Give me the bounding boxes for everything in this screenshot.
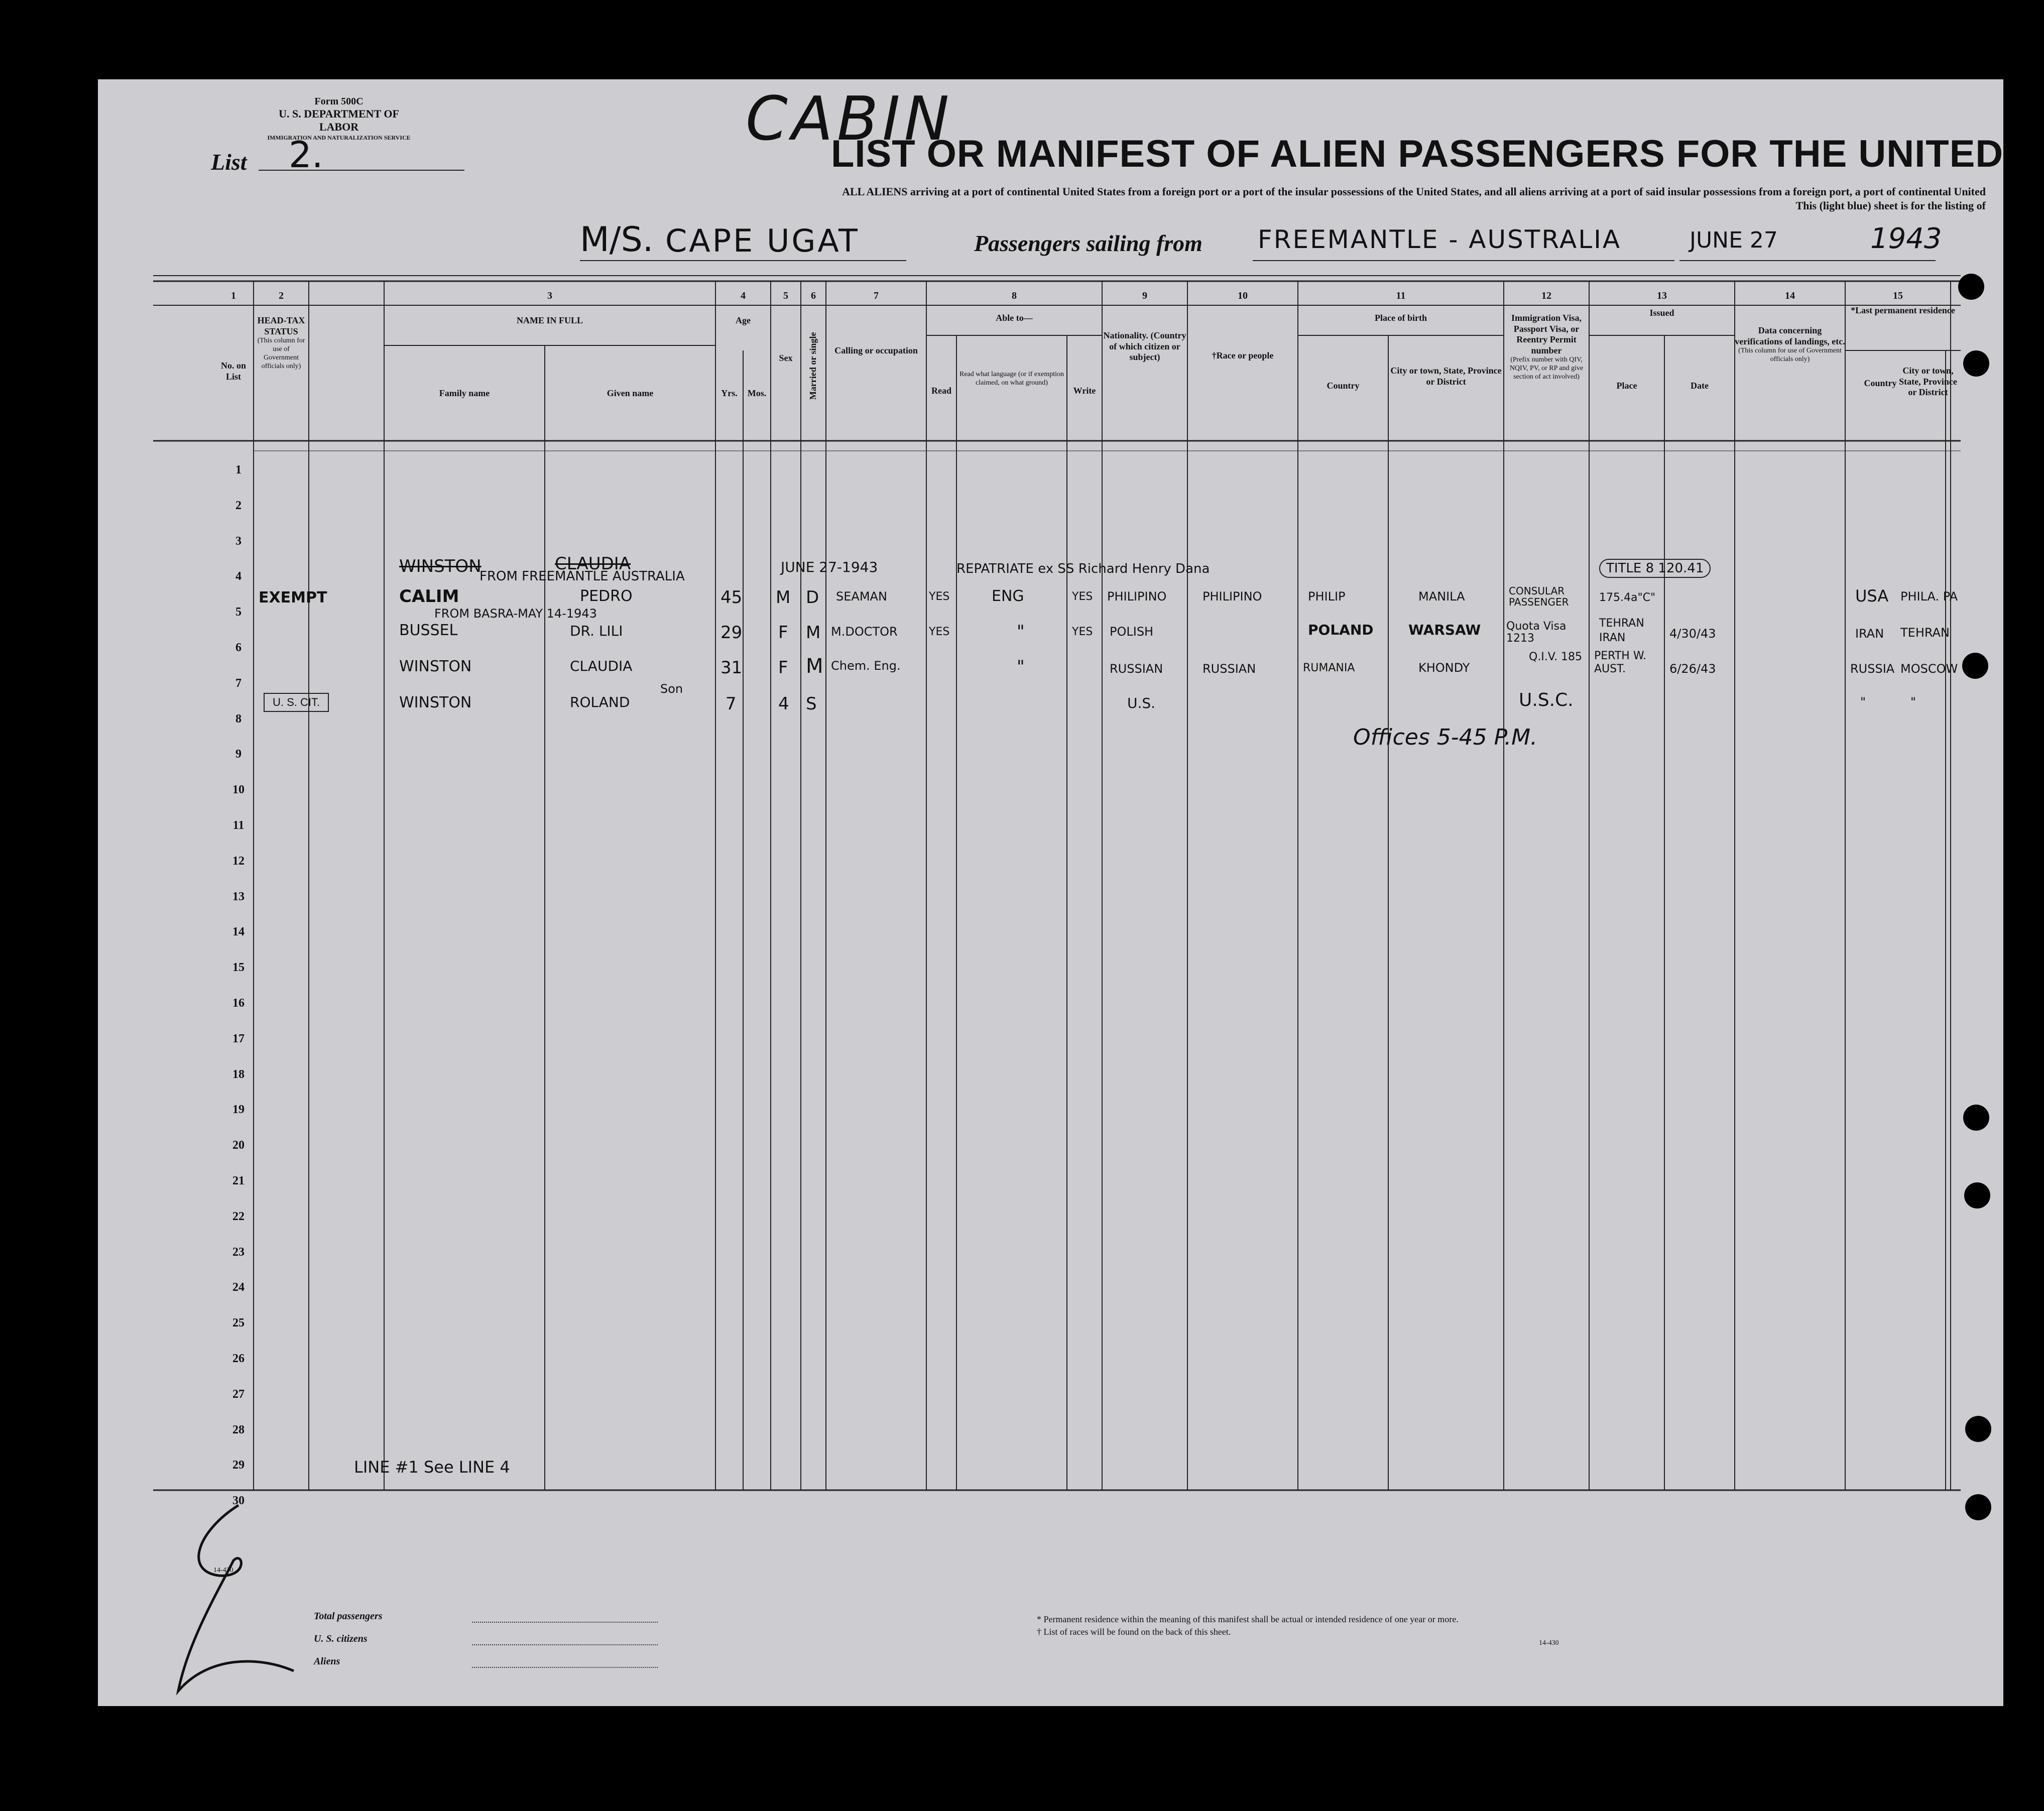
ship-underline (580, 260, 906, 261)
row-number: 4 (235, 570, 242, 583)
form-number: Form 500C (314, 96, 364, 107)
row-number: 17 (232, 1032, 245, 1045)
row4-res-country: RUSSIA (1850, 662, 1895, 676)
exempt-stamp: EXEMPT (259, 589, 327, 607)
row5-given-name: ROLAND (570, 694, 630, 710)
row2-write: YES (1072, 590, 1093, 603)
manifest-subtitle (479, 185, 1986, 212)
row3-issued-place: TEHRAN IRAN (1599, 617, 1644, 644)
row3-given-name: DR. LILI (570, 623, 623, 639)
row-number: 5 (235, 606, 242, 619)
row2-married: D (806, 587, 819, 608)
header-calling: Calling or occupation (834, 345, 918, 355)
row-number: 22 (232, 1210, 245, 1223)
row-number: 9 (235, 748, 242, 761)
header-last-residence: *Last permanent residence (1851, 305, 1955, 315)
row3-birth-city: WARSAW (1408, 622, 1481, 638)
col-number-14: 14 (1785, 290, 1795, 301)
row2-issued-ref: 175.4a"C" (1599, 591, 1656, 604)
us-citizen-stamp: U. S. CIT. (264, 693, 329, 712)
row1-date-note: JUNE 27-1943 (781, 559, 878, 575)
row3-write: YES (1072, 626, 1093, 638)
col-number-7: 7 (874, 290, 879, 301)
col-number-15: 15 (1893, 290, 1903, 301)
data-concerning-title: Data concerning verifications of landings, etc. (1735, 325, 1845, 346)
row3-visa: Quota Visa 1213 (1506, 620, 1567, 645)
row-number: 21 (232, 1174, 245, 1187)
header-head-tax (256, 315, 306, 371)
footnote-residence: * Permanent residence within the meaning of this manifest shall be actual or intended residence of one year or more. (1037, 1614, 1459, 1624)
col-number-5: 5 (783, 290, 788, 301)
header-birth-country: Country (1327, 381, 1360, 391)
row4-birth-country: RUMANIA (1303, 662, 1355, 674)
punch-hole (1958, 274, 1984, 300)
header-nationality: Nationality. (Country of which citizen or subject) (1103, 330, 1186, 363)
row-number: 20 (232, 1139, 245, 1152)
row5-age-months: 4 (778, 694, 789, 714)
row5-married: S (806, 694, 817, 714)
header-place-of-birth: Place of birth (1375, 313, 1427, 323)
total-passengers-label: Total passengers (314, 1611, 383, 1622)
row2-birth-country: PHILIP (1308, 589, 1346, 603)
row3-res-country: IRAN (1855, 627, 1884, 641)
row-number: 29 (232, 1459, 245, 1472)
sailing-date: JUNE 27 (1690, 227, 1778, 253)
row-number: 27 (232, 1387, 245, 1401)
row1-from-note: FROM FREEMANTLE AUSTRALIA (479, 569, 685, 584)
row-number: 15 (232, 961, 245, 975)
row1-remark: REPATRIATE ex SS Richard Henry Dana (956, 561, 1210, 576)
row30-note: LINE #1 See LINE 4 (354, 1458, 510, 1477)
punch-hole (1963, 350, 1989, 377)
col-number-12: 12 (1541, 290, 1551, 301)
manifest-title: LIST OR MANIFEST OF ALIEN PASSENGERS FOR THE UNITED (831, 133, 2004, 175)
header-read-language: Read what language (or if exemption claimed, on what ground) (959, 371, 1064, 387)
row-number: 28 (232, 1423, 245, 1436)
header-issued-date: Date (1691, 381, 1709, 391)
table-grid (153, 275, 1961, 1550)
col-number-9: 9 (1142, 290, 1147, 301)
col-number-2: 2 (279, 290, 284, 301)
header-name-in-full: NAME IN FULL (516, 315, 583, 325)
manifest-table (153, 275, 1961, 1550)
header-married: Married or single (808, 332, 818, 400)
row-number: 24 (232, 1281, 245, 1294)
row4-sex: F (778, 658, 788, 678)
header-given-name: Given name (607, 388, 654, 398)
punch-hole (1965, 1416, 1991, 1442)
col-number-4: 4 (741, 290, 746, 301)
row5-age-years: 7 (726, 694, 737, 714)
col-number-1: 1 (231, 290, 236, 301)
total-passengers-line (472, 1622, 658, 1623)
row3-nationality: POLISH (1110, 625, 1154, 639)
subtitle-line-1: ALL ALIENS arriving at a port of continental United States from a foreign port or a port of the insular possessions of the United States, and all aliens arriving at a port of said insular possessions from a foreign port, a port of continental United (842, 185, 1986, 198)
form-header (264, 95, 414, 141)
row2-read: YES (929, 590, 950, 603)
row-number: 2 (235, 499, 242, 512)
date-underline (1679, 260, 1936, 261)
row-number: 16 (232, 997, 245, 1010)
row1-given-name: CLAUDIA (555, 554, 631, 574)
row3-issued-date: 4/30/43 (1669, 627, 1716, 641)
department-name: U. S. DEPARTMENT OF LABOR (279, 107, 399, 134)
row-number: 18 (232, 1067, 245, 1081)
manifest-sheet (98, 79, 2003, 1706)
data-concerning-note: (This column for use of Government officials only) (1738, 347, 1842, 363)
row5-given-note: Son (660, 682, 683, 696)
aliens-line (472, 1667, 658, 1668)
row-number: 14 (232, 925, 245, 939)
punch-hole (1964, 1182, 1990, 1209)
row5-nationality: U.S. (1127, 695, 1156, 711)
punch-hole (1963, 1105, 1989, 1131)
row2-age-years: 45 (720, 587, 743, 608)
row2-res-country: USA (1855, 586, 1889, 606)
row-number: 13 (232, 890, 245, 903)
row4-given-name: CLAUDIA (570, 658, 633, 674)
header-read-language-wrap (956, 371, 1067, 388)
row4-calling: Chem. Eng. (831, 659, 901, 673)
port-underline (1253, 260, 1674, 261)
row-number: 12 (232, 854, 245, 868)
row3-age-years: 29 (720, 623, 743, 643)
form-code-2: 14-430 (1539, 1639, 1559, 1647)
footnote-races: † List of races will be found on the back of this sheet. (1037, 1627, 1231, 1637)
punch-hole (1962, 653, 1988, 679)
row-number: 6 (235, 641, 242, 654)
row4-issued-date: 6/26/43 (1669, 662, 1716, 676)
form-code: 14-430 (213, 1566, 233, 1574)
col-number-8: 8 (1012, 290, 1017, 301)
ship-name: CAPE UGAT (665, 222, 860, 259)
us-citizens-line (472, 1644, 658, 1645)
row-number: 1 (235, 463, 242, 476)
row3-calling: M.DOCTOR (831, 625, 898, 639)
row2-given-name: PEDRO (580, 587, 633, 605)
col-number-6: 6 (811, 290, 816, 301)
header-years: Yrs. (721, 388, 738, 398)
cabin-handwritten: CABIN (746, 84, 953, 154)
row4-res-city: MOSCOW (1900, 662, 1958, 676)
row4-visa: Q.I.V. 185 (1529, 651, 1582, 663)
sailing-year: 1943 (1870, 222, 1942, 255)
punch-hole (1965, 1494, 1991, 1520)
row3-res-city: TEHRAN (1900, 626, 1950, 640)
row3-married: M (806, 623, 821, 643)
visa-note: (Prefix number with QIV, NQIV, PV, or RP and give section of act involved) (1509, 356, 1584, 381)
col-number-13: 13 (1657, 290, 1667, 301)
row2-sex: M (776, 587, 791, 608)
row-number: 11 (232, 819, 245, 832)
us-citizens-label: U. S. citizens (314, 1633, 368, 1644)
row3-family-name: BUSSEL (399, 622, 458, 639)
port-of-departure: FREEMANTLE - AUSTRALIA (1258, 225, 1622, 254)
subtitle-line-2: This (light blue) sheet is for the listing of (1795, 199, 1986, 212)
col-number-10: 10 (1238, 290, 1248, 301)
row-number: 3 (235, 534, 242, 548)
row1-title-ref: TITLE 8 120.41 (1599, 559, 1711, 578)
aliens-label: Aliens (314, 1656, 340, 1667)
row5-res-country: " (1860, 695, 1866, 709)
row2-res-city: PHILA. PA (1900, 589, 1958, 603)
row3-read: YES (929, 626, 950, 638)
header-issued: Issued (1649, 308, 1674, 318)
service-name: IMMIGRATION AND NATURALIZATION SERVICE (267, 134, 411, 141)
row2-visa: CONSULAR PASSENGER (1509, 585, 1569, 608)
header-visa (1504, 313, 1589, 382)
row-number: 10 (232, 783, 245, 797)
header-family-name: Family name (439, 388, 490, 398)
header-months: Mos. (747, 388, 767, 398)
row2-language: ENG (992, 587, 1024, 605)
header-data-concerning (1735, 325, 1845, 364)
header-res-country: Country (1864, 378, 1897, 388)
header-res-city: City or town, State, Province or District (1899, 366, 1957, 398)
row4-age-years: 31 (720, 658, 743, 678)
header-read: Read (931, 386, 951, 396)
list-label: List (211, 149, 247, 175)
visa-title: Immigration Visa, Passport Visa, or Reentry Permit number (1511, 313, 1582, 355)
row2-birth-city: MANILA (1418, 589, 1465, 603)
row-number: 30 (232, 1494, 245, 1508)
row-number: 25 (232, 1316, 245, 1330)
row5-visa: U.S.C. (1519, 690, 1574, 710)
row4-birth-city: KHONDY (1418, 661, 1470, 675)
row4-issued-place: PERTH W. AUST. (1594, 650, 1647, 676)
header-write: Write (1073, 386, 1096, 396)
row-number: 8 (235, 712, 242, 726)
row4-language: " (1017, 657, 1025, 677)
row3-birth-country: POLAND (1308, 622, 1374, 638)
row-number: 23 (232, 1245, 245, 1259)
signature-mark (168, 1490, 299, 1706)
row3-language: " (1017, 622, 1025, 642)
row2-calling: SEAMAN (836, 589, 887, 603)
sailing-from-label: Passengers sailing from (974, 230, 1203, 256)
row2-nationality: PHILIPINO (1107, 589, 1167, 603)
row4-nationality: RUSSIAN (1110, 662, 1163, 676)
row6-note: Offices 5-45 P.M. (1353, 725, 1538, 750)
header-race: †Race or people (1212, 350, 1274, 360)
row2-family-name: CALIM (399, 586, 459, 607)
row5-res-city: " (1910, 695, 1916, 709)
row-number: 19 (232, 1103, 245, 1117)
head-tax-title: HEAD-TAX STATUS (257, 315, 305, 336)
row3-from-note: FROM BASRA-MAY 14-1943 (434, 607, 597, 621)
header-no-on-list: No. on List (220, 360, 246, 382)
row4-race: RUSSIAN (1203, 662, 1256, 676)
header-issued-place: Place (1616, 381, 1637, 391)
row3-sex: F (778, 623, 788, 643)
header-birth-city: City or town, State, Province or District (1390, 366, 1502, 387)
row-number: 7 (235, 676, 242, 690)
col-number-3: 3 (547, 290, 552, 301)
head-tax-note: (This column for use of Government officials only) (257, 337, 305, 370)
header-able-to: Able to— (996, 313, 1033, 323)
row5-family-name: WINSTON (399, 694, 472, 711)
row4-family-name: WINSTON (399, 658, 472, 675)
header-sex: Sex (779, 353, 793, 363)
row1-family-name: WINSTON (399, 556, 482, 576)
row4-married: M (806, 655, 823, 678)
row2-race: PHILIPINO (1203, 589, 1262, 603)
list-number: 2. (289, 134, 323, 176)
col-number-11: 11 (1396, 290, 1406, 301)
ship-prefix: M/S. (580, 220, 654, 260)
row-number: 26 (232, 1352, 245, 1365)
header-age: Age (736, 315, 751, 325)
